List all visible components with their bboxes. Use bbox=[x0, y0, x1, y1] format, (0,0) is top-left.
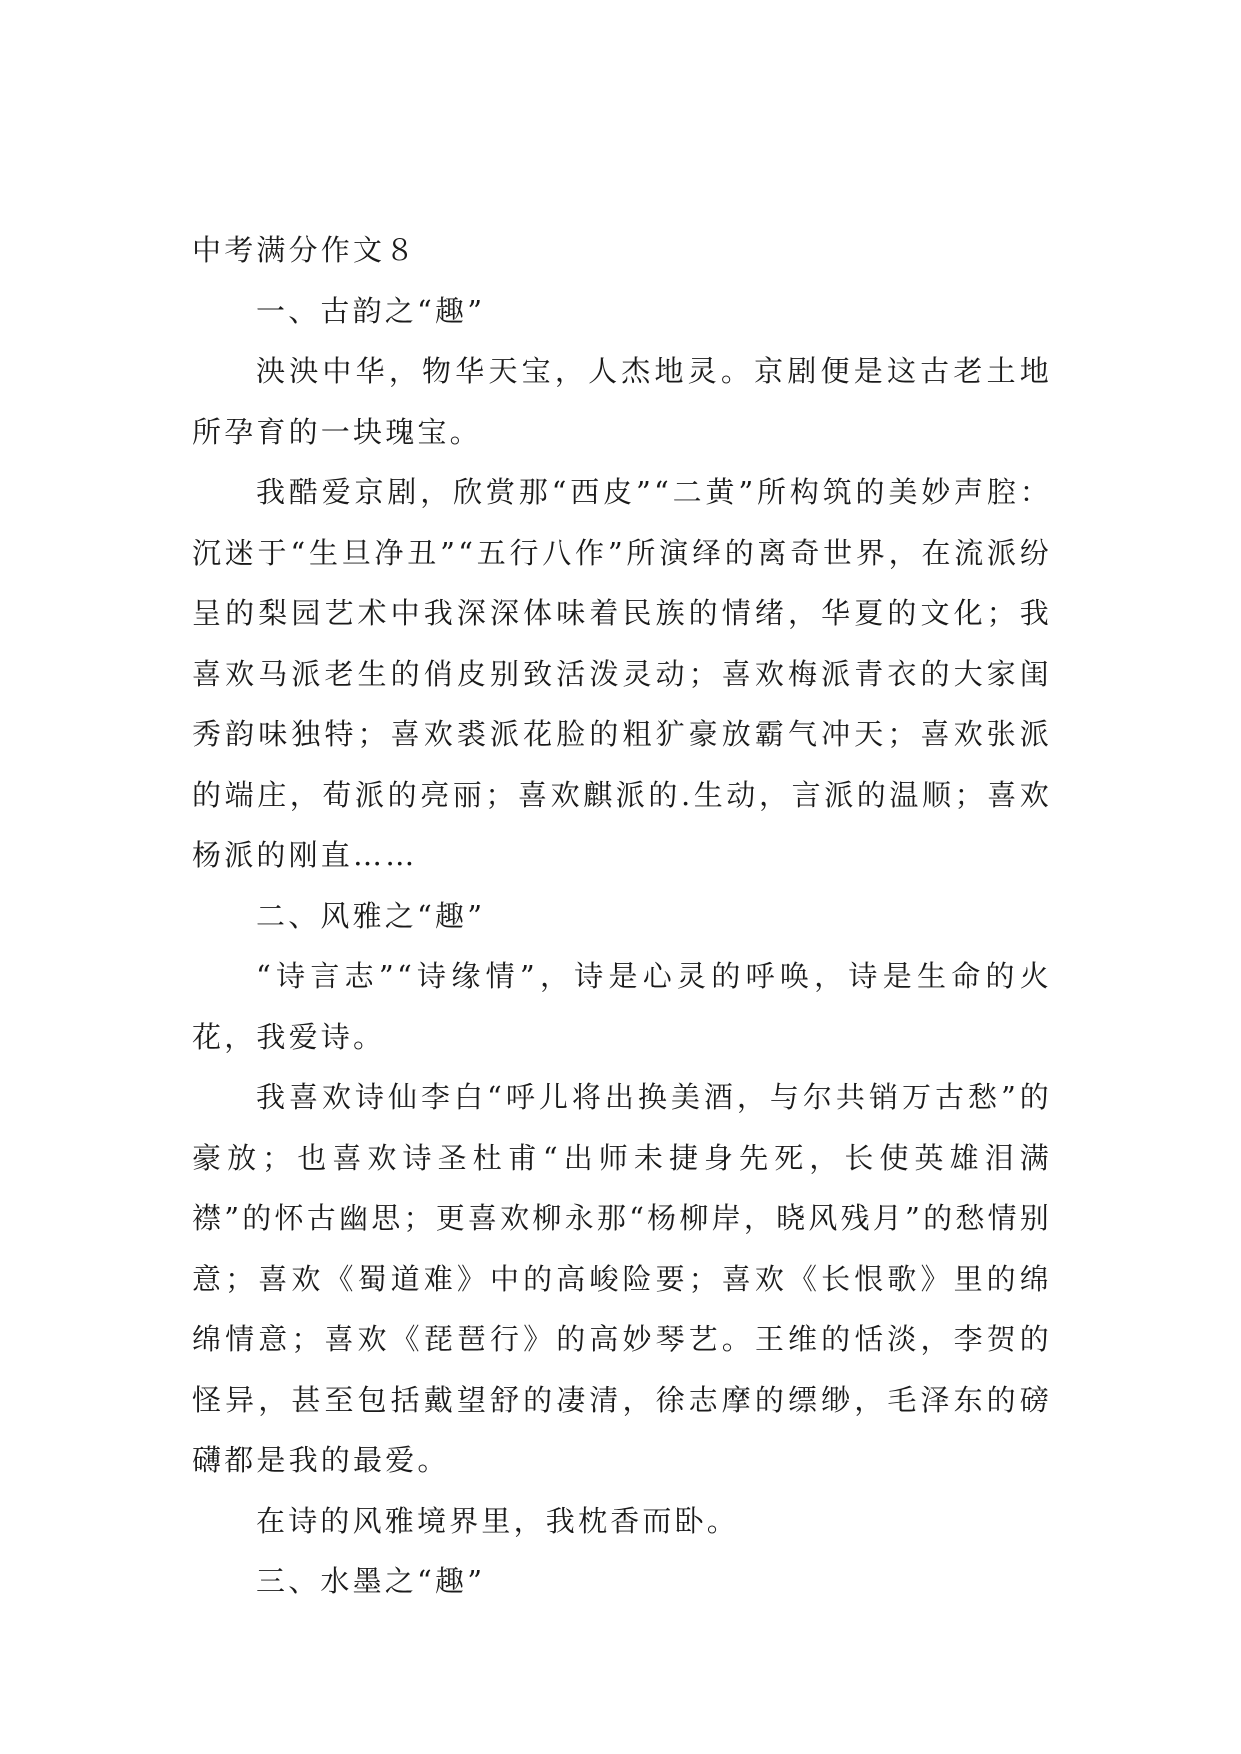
section-heading-3: 三、水墨之“趣” bbox=[256, 1564, 486, 1598]
paragraph-2-1: “诗言志”“诗缘情”，诗是心灵的呼唤，诗是生命的火花，我爱诗。 bbox=[192, 959, 1052, 1054]
essay-title: 中考满分作文８ bbox=[192, 233, 418, 267]
paragraph-1-1: 泱泱中华，物华天宝，人杰地灵。京剧便是这古老土地所孕育的一块瑰宝。 bbox=[192, 354, 1052, 449]
paragraph-2-2: 我喜欢诗仙李白“呼儿将出换美酒，与尔共销万古愁”的豪放；也喜欢诗圣杜甫“出师未捷身先死，长使英雄泪满襟”的怀古幽思；更喜欢柳永那“杨柳岸，晓风残月”的愁情别意；喜欢《蜀道难》中的高峻险要；喜欢《长恨歌》里的绵绵情意；喜欢《琵琶行》的高妙琴艺。王维的恬淡，李贺的怪异，甚至包括戴望舒的凄清，徐志摩的缥缈，毛泽东的磅礴都是我的最爱。 bbox=[192, 1080, 1052, 1477]
essay-body bbox=[192, 220, 1052, 1612]
section-heading-2: 二、风雅之“趣” bbox=[256, 898, 486, 933]
paragraph-1-2: 我酷爱京剧，欣赏那“西皮”“二黄”所构筑的美妙声腔：沉迷于“生旦净丑”“五行八作”所演绎的离奇世界，在流派纷呈的梨园艺术中我深深体味着民族的情绪，华夏的文化；我喜欢马派老生的俏皮别致活泼灵动；喜欢梅派青衣的大家闺秀韵味独特；喜欢裘派花脸的粗犷豪放霸气冲天；喜欢张派的端庄，荀派的亮丽；喜欢麒派的.生动，言派的温顺；喜欢杨派的刚直…… bbox=[192, 475, 1052, 872]
paragraph-2-3: 在诗的风雅境界里，我枕香而卧。 bbox=[256, 1503, 740, 1538]
section-heading-1: 一、古韵之“趣” bbox=[256, 293, 486, 328]
